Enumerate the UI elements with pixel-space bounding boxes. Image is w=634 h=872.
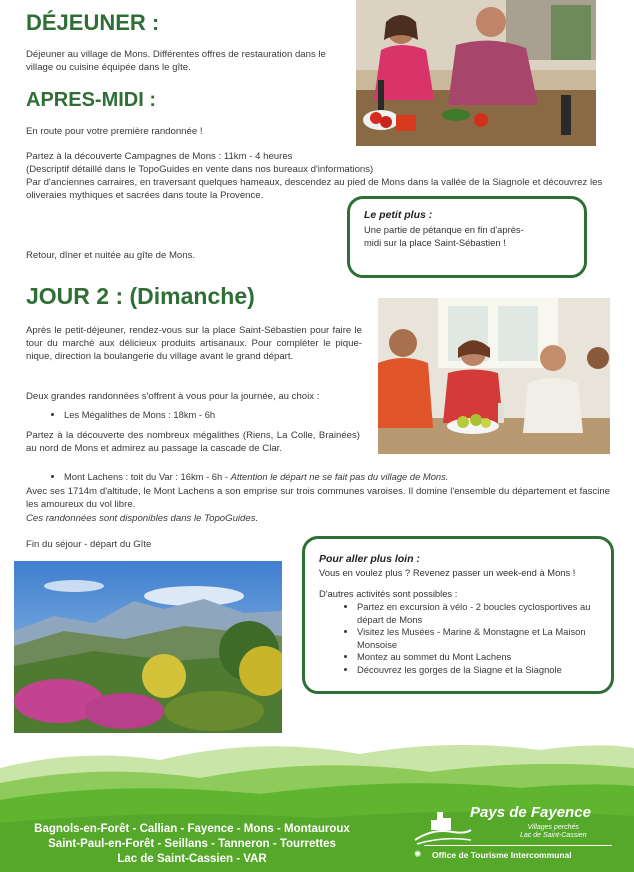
apres-midi-intro: En route pour votre première randonnée ! [26,126,203,137]
rando2-title: Mont Lachens : toit du Var : 16km - 6h - [64,471,231,482]
plus-loin-item: • Montez au sommet du Mont Lachens [357,651,597,664]
apres-midi-title: APRES-MIDI : [26,89,156,111]
cooking-photo [356,0,596,146]
plus-loin-item: • Découvrez les gorges de la Siagne et la Siagnole [357,664,597,677]
footer-towns-line1: Bagnols-en-Forêt - Callian - Fayence - Mons - Montauroux [34,823,350,835]
footer [0,728,634,872]
plus-loin-intro: Vous en voulez plus ? Revenez passer un week-end à Mons ! [319,567,576,578]
logo-tagline-2: Lac de Saint-Cassien [520,832,587,839]
apres-midi-line1: Partez à la découverte Campagnes de Mons : 11km - 4 heures [26,151,293,162]
topo-note: Ces randonnées sont disponibles dans le TopoGuides. [26,513,259,524]
pays-de-fayence-logo [412,798,612,868]
petit-plus-box [347,196,587,278]
rando2-item [64,471,634,484]
village-logo-icon [412,806,474,846]
footer-towns-line2: Saint-Paul-en-Forêt - Seillans - Tanneron - Tourrettes [48,838,336,850]
apres-midi-retour: Retour, dîner et nuitée au gîte de Mons. [26,250,196,261]
logo-office: Office de Tourisme Intercommunal [432,850,572,860]
petit-plus-title: Le petit plus : [364,209,433,221]
jour2-title: JOUR 2 : (Dimanche) [26,283,255,309]
plus-loin-list [319,601,597,676]
rando2-list [26,471,634,484]
rando2-text: Avec ses 1714m d'altitude, le Mont Lachens a son emprise sur trois communes varoises. Il domine l'ensemble du département et fascine les amoureux du vol libre. [26,486,610,510]
rando1-title: • Les Mégalithes de Mons : 18km - 6h [64,409,394,422]
jour2-intro: Après le petit-déjeuner, rendez-vous sur la place Saint-Sébastien pour faire le tour du marché aux délicieux produits artisanaux. Pour compléter le pique-nique, direction la boulangerie du village avant le grand départ. [26,325,362,362]
dejeuner-title: DÉJEUNER : [26,10,160,35]
fin-sejour: Fin du séjour - départ du Gîte [26,539,152,550]
office-icon: ✺ [414,849,422,859]
plus-loin-autres: D'autres activités sont possibles : [319,587,458,599]
landscape-photo [14,561,282,733]
logo-brand: Pays de Fayence [470,804,591,821]
apres-midi-line2: (Descriptif détaillé dans le TopoGuides en vente dans nos bureaux d'informations) [26,164,374,175]
apres-midi-line3: Par d'anciennes carraires, en traversant quelques hameaux, descendez au pied de Mons dans la vallée de la Siagnole et découvrez les oliveraies mythiques et sacrées dans toute la Provence. [26,177,603,201]
plus-loin-box [302,536,614,694]
rando1-list [26,409,394,422]
rando1-text: Partez à la découverte des nombreux mégalithes (Riens, La Colle, Brainées) au nord de Mons et admirez au passage la cascade de Clar. [26,430,360,454]
logo-tagline-1: Villages perchés [527,824,579,831]
rando2-note: Attention le départ ne se fait pas du village de Mons. [230,471,449,482]
jour2-choix: Deux grandes randonnées s'offrent à vous pour la journée, au choix : [26,391,320,402]
group-photo [378,298,610,454]
plus-loin-item: • Partez en excursion à vélo - 2 boucles cyclosportives au départ de Mons [357,601,597,626]
petit-plus-text: Une partie de pétanque en fin d'après-midi sur la place Saint-Sébastien ! [364,224,524,248]
footer-towns-line3: Lac de Saint-Cassien - VAR [117,853,267,865]
dejeuner-text: Déjeuner au village de Mons. Différentes offres de restauration dans le village ou cuisine équipée dans le gîte. [26,49,326,73]
plus-loin-title: Pour aller plus loin : [319,553,420,565]
logo-tagline [520,824,587,840]
logo-divider [424,845,612,846]
plus-loin-item: • Visitez les Musées - Marine & Monstagne et La Maison Monsoise [357,626,597,651]
